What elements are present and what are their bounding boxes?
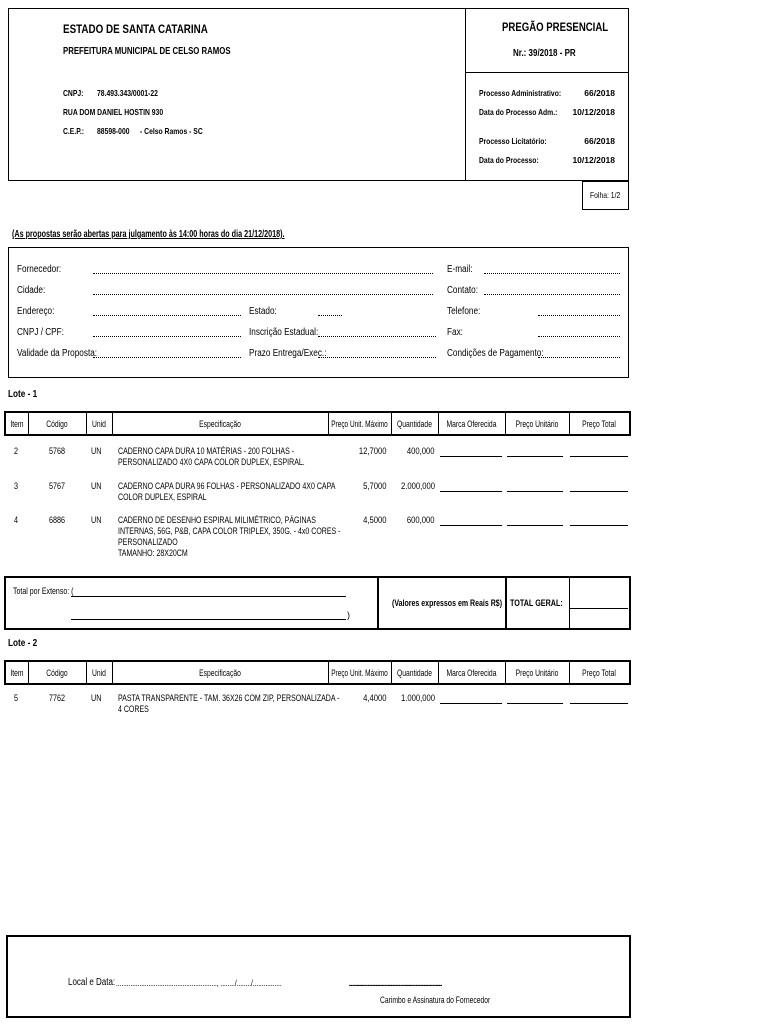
row-item: 4	[14, 515, 19, 525]
preco-total-field[interactable]	[570, 491, 628, 492]
preco-unit-field[interactable]	[507, 703, 563, 704]
row-codigo: 5768	[49, 446, 66, 456]
header-divider	[465, 8, 466, 181]
cep-value: 88598-000	[97, 126, 130, 136]
row-preco-max: 4,4000	[363, 693, 387, 703]
preco-unit-field[interactable]	[507, 491, 563, 492]
lote2-header-row	[4, 660, 631, 685]
row-preco-max: 4,5000	[363, 515, 387, 525]
process-number: Nr.: 39/2018 - PR	[513, 48, 576, 59]
processo-adm-value: 66/2018	[584, 88, 615, 98]
cep-label: C.E.P.:	[63, 126, 85, 136]
row-item: 2	[14, 446, 19, 456]
cnpj-cpf-label[interactable]: CNPJ / CPF:	[17, 327, 64, 338]
col-item: Item	[10, 667, 24, 678]
row-preco-max: 12,7000	[359, 446, 387, 456]
state-title: ESTADO DE SANTA CATARINA	[63, 22, 208, 36]
marca-field[interactable]	[440, 456, 502, 457]
col-preco-unit: Preço Unitário	[515, 667, 559, 678]
condicoes-label[interactable]: Condições de Pagamento:	[447, 348, 544, 359]
signature-label: Carimbo e Assinatura do Fornecedor	[380, 995, 491, 1005]
preco-total-field[interactable]	[570, 456, 628, 457]
row-item: 3	[14, 481, 19, 491]
valores-reais-note: (Valores expressos em Reais R$)	[392, 598, 503, 608]
estado-field[interactable]	[318, 315, 342, 316]
telefone-field[interactable]	[538, 315, 620, 316]
row-codigo: 7762	[49, 693, 66, 703]
marca-field[interactable]	[440, 703, 502, 704]
data-proc-label: Data do Processo:	[479, 155, 539, 165]
modality-title: PREGÃO PRESENCIAL	[502, 20, 609, 34]
inscricao-label[interactable]: Inscrição Estadual:	[249, 327, 319, 338]
validade-field[interactable]	[93, 357, 241, 358]
col-preco-max: Preço Unit. Máximo	[331, 667, 388, 678]
fax-field[interactable]	[538, 336, 620, 337]
processo-lic-value: 66/2018	[584, 136, 615, 146]
row-codigo: 6886	[49, 515, 66, 525]
data-proc-value: 10/12/2018	[572, 155, 615, 165]
condicoes-field[interactable]	[538, 357, 620, 358]
col-unid: Unid	[92, 667, 106, 678]
address: RUA DOM DANIEL HOSTIN 930	[63, 107, 164, 117]
prazo-field[interactable]	[318, 357, 436, 358]
cnpj-cpf-field[interactable]	[93, 336, 241, 337]
header-right-separator	[465, 72, 629, 73]
total-extenso-label: Total por Extenso: (	[13, 586, 74, 596]
col-especificacao: Especificação	[199, 667, 241, 678]
total-geral-field[interactable]	[570, 608, 628, 609]
data-proc-adm-value: 10/12/2018	[572, 107, 615, 117]
row-codigo: 5767	[49, 481, 66, 491]
col-codigo: Código	[46, 667, 68, 678]
email-field[interactable]	[484, 273, 620, 274]
contato-label[interactable]: Contato:	[447, 285, 479, 296]
prefeitura-title: PREFEITURA MUNICIPAL DE CELSO RAMOS	[63, 46, 231, 57]
row-item: 5	[14, 693, 19, 703]
row-unid: UN	[91, 515, 102, 525]
marca-field[interactable]	[440, 491, 502, 492]
lote1-header-row	[4, 411, 631, 436]
col-codigo: Código	[46, 418, 68, 429]
col-marca: Marca Oferecida	[446, 418, 497, 429]
total-extenso-close: )	[347, 610, 350, 620]
city: - Celso Ramos - SC	[140, 126, 203, 136]
local-data-label: Local e Data:	[68, 977, 116, 988]
row-spec: CADERNO CAPA DURA 10 MATÉRIAS - 200 FOLHAS - PERSONALIZADO 4X0 CAPA COLOR DUPLEX, ESPIRAL.	[118, 446, 305, 467]
col-quantidade: Quantidade	[397, 418, 432, 429]
signature-line: ------------------------------------------------------------	[349, 980, 442, 990]
row-quantidade: 2.000,000	[400, 481, 435, 491]
local-data-field[interactable]: ........................................................, ......../......../................	[116, 978, 282, 988]
row-spec: CADERNO DE DESENHO ESPIRAL MILIMÉTRICO, PÁGINAS INTERNAS, 56G, P&B, CAPA COLOR TRIPLEX, 350G. - 4x0 CORES - PERSONALIZADO TAMANHO: 28X20CM	[118, 515, 341, 558]
lote2-title: Lote - 2	[8, 638, 38, 649]
total-extenso-field-1[interactable]	[71, 596, 346, 597]
preco-total-field[interactable]	[570, 525, 628, 526]
col-marca: Marca Oferecida	[446, 667, 497, 678]
lote1-title: Lote - 1	[8, 389, 38, 400]
row-spec: PASTA TRANSPARENTE - TAM. 36X26 COM ZIP, PERSONALIZADA - 4 CORES	[118, 693, 340, 714]
data-proc-adm-label: Data do Processo Adm.:	[479, 107, 558, 117]
fornecedor-label[interactable]: Fornecedor:	[17, 264, 62, 275]
row-unid: UN	[91, 446, 102, 456]
col-preco-total: Preço Total	[582, 667, 616, 678]
total-geral-label: TOTAL GERAL:	[510, 598, 563, 608]
endereco-field[interactable]	[93, 315, 241, 316]
row-spec: CADERNO CAPA DURA 96 FOLHAS - PERSONALIZADO 4X0 CAPA COLOR DUPLEX, ESPIRAL	[118, 481, 336, 502]
col-preco-total: Preço Total	[582, 418, 616, 429]
email-label[interactable]: E-mail:	[447, 264, 473, 275]
processo-adm-label: Processo Administrativo:	[479, 88, 562, 98]
col-especificacao: Especificação	[199, 418, 241, 429]
row-unid: UN	[91, 693, 102, 703]
inscricao-field[interactable]	[318, 336, 436, 337]
col-preco-max: Preço Unit. Máximo	[331, 418, 388, 429]
marca-field[interactable]	[440, 525, 502, 526]
total-extenso-field-2[interactable]	[71, 619, 346, 620]
row-quantidade: 600,000	[407, 515, 435, 525]
row-quantidade: 1.000,000	[400, 693, 435, 703]
cidade-label[interactable]: Cidade:	[17, 285, 46, 296]
fax-label[interactable]: Fax:	[447, 327, 463, 338]
preco-total-field[interactable]	[570, 703, 628, 704]
row-unid: UN	[91, 481, 102, 491]
estado-label[interactable]: Estado:	[249, 306, 277, 317]
row-quantidade: 400,000	[407, 446, 435, 456]
row-preco-max: 5,7000	[363, 481, 387, 491]
cnpj-label: CNPJ:	[63, 88, 84, 98]
col-unid: Unid	[92, 418, 106, 429]
prazo-label[interactable]: Prazo Entrega/Exec.:	[249, 348, 327, 359]
col-quantidade: Quantidade	[397, 667, 432, 678]
preco-unit-field[interactable]	[507, 525, 563, 526]
folha-label: Folha: 1/2	[590, 190, 621, 200]
fornecedor-field[interactable]	[93, 273, 433, 274]
col-item: Item	[10, 418, 24, 429]
contato-field[interactable]	[484, 294, 620, 295]
validade-label[interactable]: Validade da Proposta:	[17, 348, 98, 359]
opening-notice: (As propostas serão abertas para julgamento às 14:00 horas do dia 21/12/2018).	[12, 229, 285, 240]
cidade-field[interactable]	[93, 294, 433, 295]
cnpj-value: 78.493.343/0001-22	[97, 88, 158, 98]
preco-unit-field[interactable]	[507, 456, 563, 457]
col-preco-unit: Preço Unitário	[515, 418, 559, 429]
endereco-label[interactable]: Endereço:	[17, 306, 55, 317]
telefone-label[interactable]: Telefone:	[447, 306, 481, 317]
processo-lic-label: Processo Licitatório:	[479, 136, 547, 146]
